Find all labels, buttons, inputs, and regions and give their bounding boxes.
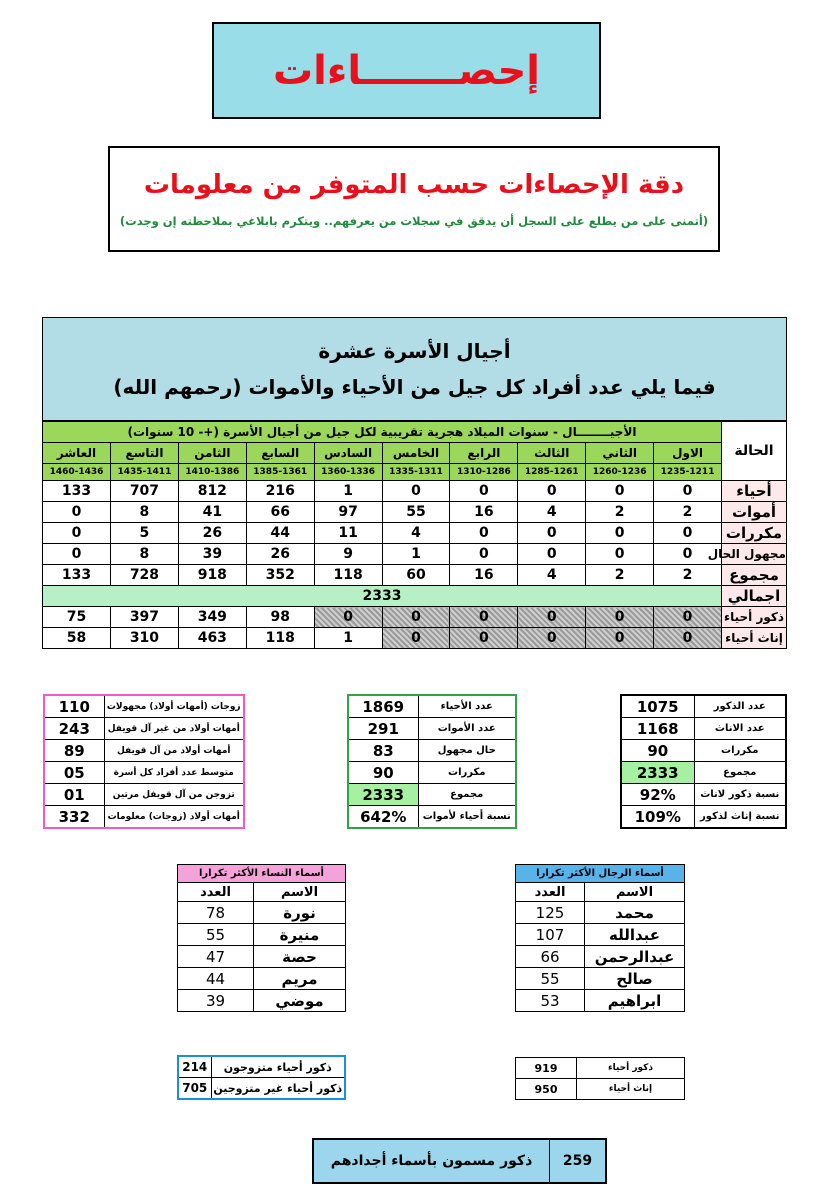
grand-total-value: 2333 [43, 586, 722, 607]
generations-table [42, 421, 787, 649]
cell-value: 352 [246, 565, 314, 586]
generation-name: العاشر [43, 443, 111, 464]
cell-value: 2 [654, 502, 722, 523]
person-name: مريم [254, 968, 346, 990]
cell-value: 0 [518, 481, 586, 502]
person-name: موضي [254, 990, 346, 1012]
row-value: 90 [348, 762, 418, 784]
table-row [43, 523, 787, 544]
row-label: ذكور أحياء [722, 607, 787, 628]
generation-years: 1260-1236 [586, 464, 654, 481]
cell-value: 0 [518, 544, 586, 565]
cell-value: 0 [586, 523, 654, 544]
person-name: ابراهيم [585, 990, 685, 1012]
row-label: مكررات [722, 523, 787, 544]
row-value: 01 [44, 784, 104, 806]
men-names-table [515, 864, 685, 1012]
grand-total-label: اجمالي [722, 586, 787, 607]
generation-years: 1335-1311 [382, 464, 450, 481]
person-name: عبدالرحمن [585, 946, 685, 968]
cell-value: 0 [450, 607, 518, 628]
cell-value: 0 [450, 628, 518, 649]
cell-value: 0 [654, 481, 722, 502]
generation-name: الثاني [586, 443, 654, 464]
cell-value: 118 [246, 628, 314, 649]
row-value: 243 [44, 718, 104, 740]
cell-value: 11 [314, 523, 382, 544]
generation-name: السابع [246, 443, 314, 464]
table-row [348, 806, 516, 829]
cell-value: 0 [43, 502, 111, 523]
name-count: 44 [178, 968, 254, 990]
table-row [43, 502, 787, 523]
table-row [43, 607, 787, 628]
cell-value: 0 [518, 523, 586, 544]
row-value: 291 [348, 718, 418, 740]
table-row [178, 1078, 345, 1100]
cell-value: 463 [178, 628, 246, 649]
cell-value: 58 [43, 628, 111, 649]
cell-value: 1 [382, 544, 450, 565]
cell-value: 0 [518, 628, 586, 649]
cell-value: 60 [382, 565, 450, 586]
cell-value: 0 [586, 544, 654, 565]
cell-value: 0 [586, 628, 654, 649]
generation-years: 1435-1411 [110, 464, 178, 481]
alive-dead-stats-table [347, 694, 517, 829]
generation-years-row [43, 464, 787, 481]
row-label: متوسط عدد أفراد كل أسرة [104, 762, 244, 784]
list-item [516, 924, 685, 946]
cell-value: 0 [654, 523, 722, 544]
row-label: نسبة أحياء لأموات [418, 806, 516, 829]
cell-value: 0 [314, 607, 382, 628]
row-label: ذكور أحياء [577, 1058, 685, 1079]
row-label: أموات [722, 502, 787, 523]
table-row [348, 718, 516, 740]
cell-value: 0 [382, 607, 450, 628]
name-count: 53 [516, 990, 585, 1012]
list-item [516, 968, 685, 990]
table-row [43, 481, 787, 502]
table-row [348, 695, 516, 718]
person-name: محمد [585, 902, 685, 924]
row-label: نسبة ذكور لاناث [694, 784, 786, 806]
cell-value: 707 [110, 481, 178, 502]
named-after-ancestors-label: ذكور مسمون بأسماء أجدادهم [314, 1140, 550, 1182]
row-value: 92% [621, 784, 694, 806]
men-names-title: أسماء الرجال الأكثر تكرارا [516, 865, 685, 883]
cell-value: 2 [654, 565, 722, 586]
cell-value: 4 [382, 523, 450, 544]
cell-value: 66 [246, 502, 314, 523]
cell-value: 0 [382, 481, 450, 502]
table-row [178, 1056, 345, 1078]
table-row [621, 695, 786, 718]
name-count: 107 [516, 924, 585, 946]
cell-value: 0 [518, 607, 586, 628]
row-label: نسبة إناث لذكور [694, 806, 786, 829]
col-name-header: الاسم [254, 883, 346, 902]
row-value: 642% [348, 806, 418, 829]
list-item [178, 990, 346, 1012]
note-text: (أتمنى على من يطلع على السجل أن يدقق في سجلات من يعرفهم.. ويتكرم بابلاغي بملاحظته إن وجدت) [119, 214, 709, 228]
table-row [44, 718, 244, 740]
row-label: مجموع [722, 565, 787, 586]
col-count-header: العدد [178, 883, 254, 902]
row-value: 110 [44, 695, 104, 718]
cell-value: 918 [178, 565, 246, 586]
row-label: عدد الاناث [694, 718, 786, 740]
cell-value: 0 [654, 544, 722, 565]
table-row [348, 740, 516, 762]
list-item [516, 946, 685, 968]
named-after-ancestors-box [312, 1138, 607, 1184]
person-name: حصة [254, 946, 346, 968]
cell-value: 0 [586, 607, 654, 628]
cell-value: 728 [110, 565, 178, 586]
table-row [516, 1058, 685, 1079]
generation-name: التاسع [110, 443, 178, 464]
row-label: مكررات [418, 762, 516, 784]
table-row [44, 695, 244, 718]
list-item [178, 924, 346, 946]
cell-value: 9 [314, 544, 382, 565]
row-value: 950 [516, 1079, 577, 1100]
row-label: مجهول الحال [722, 544, 787, 565]
row-label: إناث أحياء [577, 1079, 685, 1100]
generation-names-row [43, 443, 787, 464]
cell-value: 55 [382, 502, 450, 523]
name-count: 125 [516, 902, 585, 924]
cell-value: 41 [178, 502, 246, 523]
table-row [43, 628, 787, 649]
name-count: 55 [516, 968, 585, 990]
row-value: 919 [516, 1058, 577, 1079]
row-label: عدد الأموات [418, 718, 516, 740]
generation-name: الاول [654, 443, 722, 464]
table-row [621, 784, 786, 806]
person-name: منيرة [254, 924, 346, 946]
cell-value: 1 [314, 481, 382, 502]
row-value: 2333 [621, 762, 694, 784]
named-after-ancestors-value: 259 [562, 1153, 593, 1169]
cell-value: 5 [110, 523, 178, 544]
row-value: 705 [178, 1078, 211, 1100]
table-row [516, 1079, 685, 1100]
table-row [44, 784, 244, 806]
row-value: 1869 [348, 695, 418, 718]
generation-name: الخامس [382, 443, 450, 464]
row-label: عدد الذكور [694, 695, 786, 718]
cell-value: 26 [178, 523, 246, 544]
gender-stats-table [620, 694, 787, 829]
row-value: 109% [621, 806, 694, 829]
cell-value: 1 [314, 628, 382, 649]
row-value: 83 [348, 740, 418, 762]
generation-years: 1410-1386 [178, 464, 246, 481]
subtitle-box [108, 146, 720, 252]
name-count: 39 [178, 990, 254, 1012]
wives-stats-table [43, 694, 245, 829]
generation-years: 1385-1361 [246, 464, 314, 481]
table-row [44, 806, 244, 829]
table-row [621, 740, 786, 762]
cell-value: 349 [178, 607, 246, 628]
generations-heading [42, 317, 787, 421]
alive-totals-table [515, 1057, 685, 1100]
name-count: 55 [178, 924, 254, 946]
cell-value: 2 [586, 502, 654, 523]
row-value: 214 [178, 1056, 211, 1078]
name-count: 66 [516, 946, 585, 968]
row-label: ذكور أحياء غير متزوجين [211, 1078, 345, 1100]
generation-name: السادس [314, 443, 382, 464]
row-label: أمهات أولاد من آل قويفل [104, 740, 244, 762]
cell-value: 812 [178, 481, 246, 502]
cell-value: 26 [246, 544, 314, 565]
cell-value: 133 [43, 565, 111, 586]
table-row [44, 740, 244, 762]
generation-years: 1235-1211 [654, 464, 722, 481]
table-row [621, 806, 786, 829]
title-banner [212, 22, 601, 119]
cell-value: 397 [110, 607, 178, 628]
table-row [348, 784, 516, 806]
cell-value: 133 [43, 481, 111, 502]
women-names-table [177, 864, 346, 1012]
row-label: أحياء [722, 481, 787, 502]
page-title: إحصـــــــاءات [272, 47, 541, 94]
cell-value: 98 [246, 607, 314, 628]
heading-line-2: فيما يلي عدد أفراد كل جيل من الأحياء والأموات (رحمهم الله) [113, 375, 716, 399]
cell-value: 0 [654, 628, 722, 649]
married-males-table [177, 1055, 346, 1100]
row-label: حال مجهول [418, 740, 516, 762]
col-name-header: الاسم [585, 883, 685, 902]
cell-value: 0 [43, 544, 111, 565]
cell-value: 0 [450, 544, 518, 565]
list-item [178, 968, 346, 990]
cell-value: 97 [314, 502, 382, 523]
col-count-header: العدد [516, 883, 585, 902]
cell-value: 0 [382, 628, 450, 649]
cell-value: 75 [43, 607, 111, 628]
cell-value: 2 [586, 565, 654, 586]
generation-years: 1460-1436 [43, 464, 111, 481]
generation-name: الثامن [178, 443, 246, 464]
row-value: 2333 [348, 784, 418, 806]
cell-value: 16 [450, 565, 518, 586]
row-label: تزوجن من آل قويفل مرتين [104, 784, 244, 806]
cell-value: 310 [110, 628, 178, 649]
name-count: 47 [178, 946, 254, 968]
women-names-title: أسماء النساء الأكثر تكرارا [178, 865, 346, 883]
row-label: زوجات (أمهات أولاد) مجهولات [104, 695, 244, 718]
cell-value: 0 [450, 523, 518, 544]
generation-name: الرابع [450, 443, 518, 464]
row-value: 90 [621, 740, 694, 762]
row-label: أمهات أولاد من غير آل قويفل [104, 718, 244, 740]
row-label: إناث أحياء [722, 628, 787, 649]
row-value: 89 [44, 740, 104, 762]
grand-total-row [43, 586, 787, 607]
row-label: مجموع [694, 762, 786, 784]
row-label: أمهات أولاد (زوجات) معلومات [104, 806, 244, 829]
table-row [43, 544, 787, 565]
generation-years: 1285-1261 [518, 464, 586, 481]
table-row [621, 718, 786, 740]
table-row [43, 565, 787, 586]
generations-title: الأجيــــــــال - سنوات الميلاد هجرية تقريبية لكل جيل من أجيال الأسرة (+- 10 سنوات) [43, 422, 722, 443]
row-value: 05 [44, 762, 104, 784]
row-value: 1168 [621, 718, 694, 740]
list-item [178, 902, 346, 924]
cell-value: 8 [110, 502, 178, 523]
list-item [178, 946, 346, 968]
cell-value: 0 [586, 481, 654, 502]
row-label: مجموع [418, 784, 516, 806]
list-item [516, 902, 685, 924]
cell-value: 39 [178, 544, 246, 565]
person-name: عبدالله [585, 924, 685, 946]
cell-value: 16 [450, 502, 518, 523]
person-name: صالح [585, 968, 685, 990]
cell-value: 118 [314, 565, 382, 586]
cell-value: 0 [43, 523, 111, 544]
row-value: 1075 [621, 695, 694, 718]
row-label: ذكور أحياء متزوجون [211, 1056, 345, 1078]
generation-years: 1310-1286 [450, 464, 518, 481]
heading-line-1: أجيال الأسرة عشرة [318, 339, 511, 363]
table-row [44, 762, 244, 784]
generation-name: الثالث [518, 443, 586, 464]
name-count: 78 [178, 902, 254, 924]
generation-years: 1360-1336 [314, 464, 382, 481]
subtitle: دقة الإحصاءات حسب المتوفر من معلومات [143, 170, 685, 200]
row-value: 332 [44, 806, 104, 829]
cell-value: 216 [246, 481, 314, 502]
cell-value: 4 [518, 502, 586, 523]
table-row [621, 762, 786, 784]
cell-value: 4 [518, 565, 586, 586]
cell-value: 44 [246, 523, 314, 544]
table-row [348, 762, 516, 784]
row-label: عدد الأحياء [418, 695, 516, 718]
row-label: مكررات [694, 740, 786, 762]
person-name: نورة [254, 902, 346, 924]
cell-value: 0 [654, 607, 722, 628]
list-item [516, 990, 685, 1012]
cell-value: 0 [450, 481, 518, 502]
generations-title-row [43, 422, 787, 443]
status-header: الحالة [722, 422, 787, 481]
cell-value: 8 [110, 544, 178, 565]
